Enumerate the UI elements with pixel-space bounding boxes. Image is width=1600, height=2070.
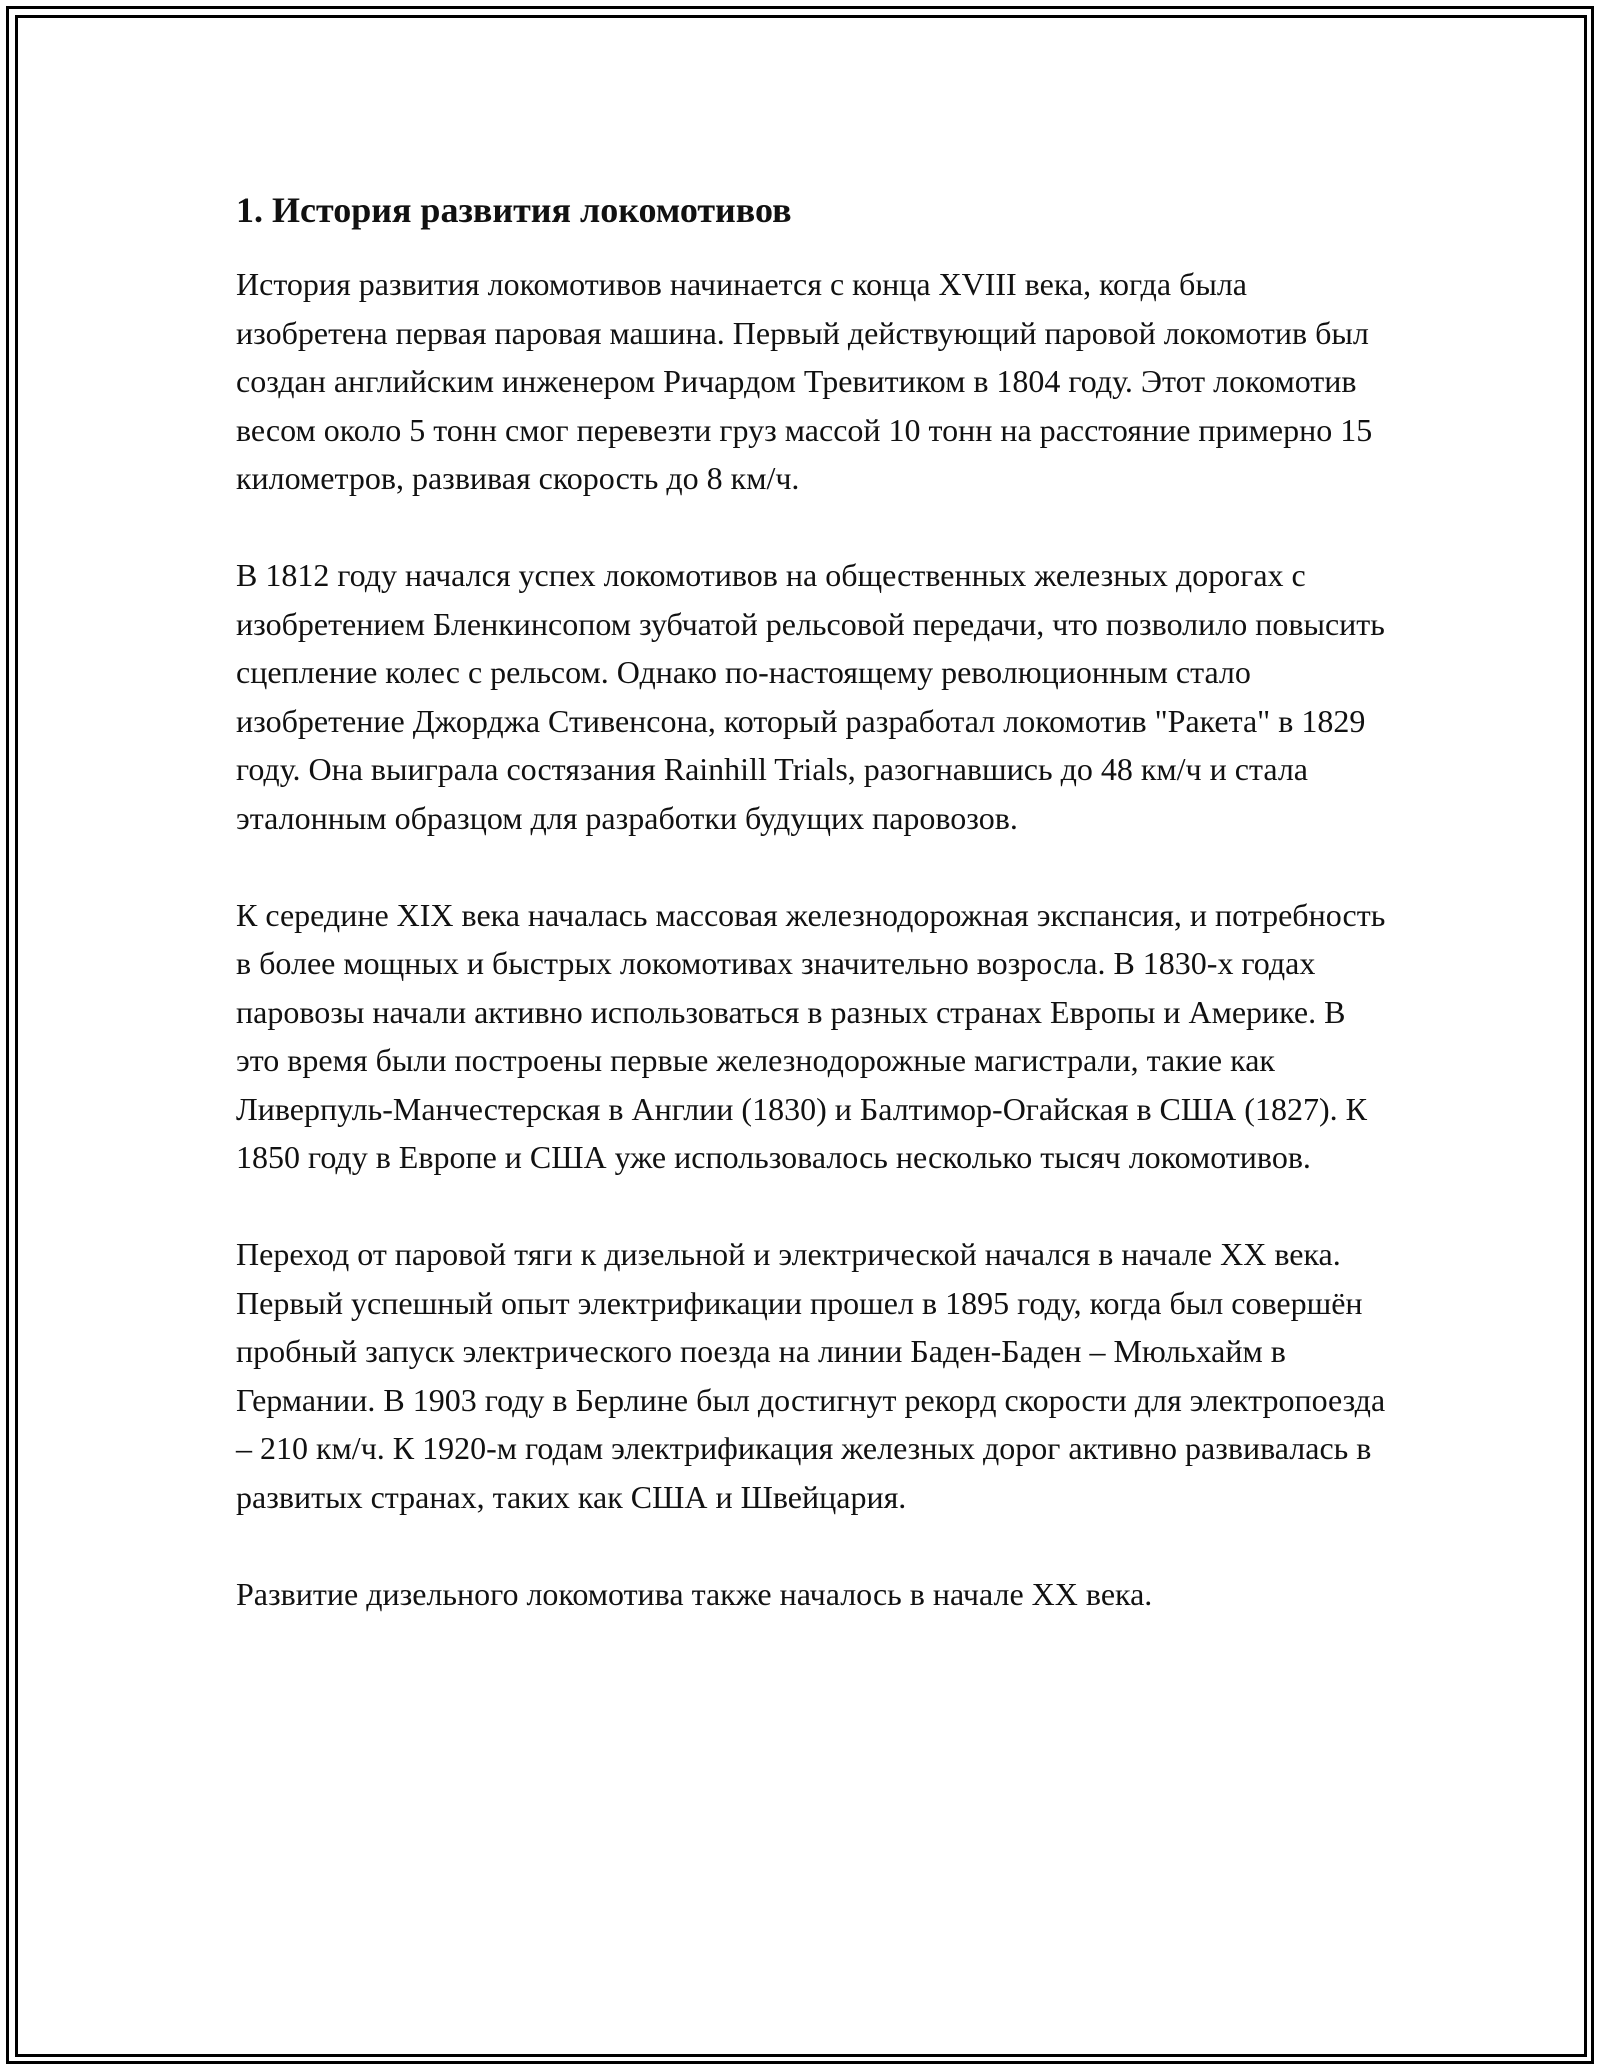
- paragraph-2: В 1812 году начался успех локомотивов на общественных железных дорогах с изобретением Бленкинсопом зубчатой рельсовой передачи, что позволило повысить сцепление колес с рельсом. Однако по-настоящему революционным стало изобретение Джорджа Стивенсона, который разработал локомотив "Ракета" в 1829 году. Она выиграла состязания Rainhill Trials, разогнавшись до 48 км/ч и стала эталонным образцом для разработки будущих паровозов.: [236, 557, 1385, 836]
- paragraph-5: Развитие дизельного локомотива также началось в начале XX века.: [236, 1575, 1153, 1612]
- paragraph-1: История развития локомотивов начинается с конца XVIII века, когда была изобретена первая паровая машина. Первый действующий паровой локомотив был создан английским инженером Ричардом Тревитиком в 1804 году. Этот локомотив весом около 5 тонн смог перевезти груз массой 10 тонн на расстояние примерно 15 километров, развивая скорость до 8 км/ч.: [236, 266, 1373, 496]
- document-body: [236, 186, 1396, 1667]
- section-title: 1. История развития локомотивов: [236, 190, 792, 230]
- paragraph-3: К середине XIX века началась массовая железнодорожная экспансия, и потребность в более мощных и быстрых локомотивах значительно возросла. В 1830-х годах паровозы начали активно использоваться в разных странах Европы и Америке. В это время были построены первые железнодорожные магистрали, такие как Ливерпуль-Манчестерская в Англии (1830) и Балтимор-Огайская в США (1827). К 1850 году в Европе и США уже использовалось несколько тысяч локомотивов.: [236, 896, 1386, 1175]
- paragraph-4: Переход от паровой тяги к дизельной и электрической начался в начале XX века. Первый успешный опыт электрификации прошел в 1895 году, когда был совершён пробный запуск электрического поезда на линии Баден-Баден – Мюльхайм в Германии. В 1903 году в Берлине был достигнут рекорд скорости для электропоезда – 210 км/ч. К 1920-м годам электрификация железных дорог активно развивалась в развитых странах, таких как США и Швейцария.: [236, 1236, 1386, 1515]
